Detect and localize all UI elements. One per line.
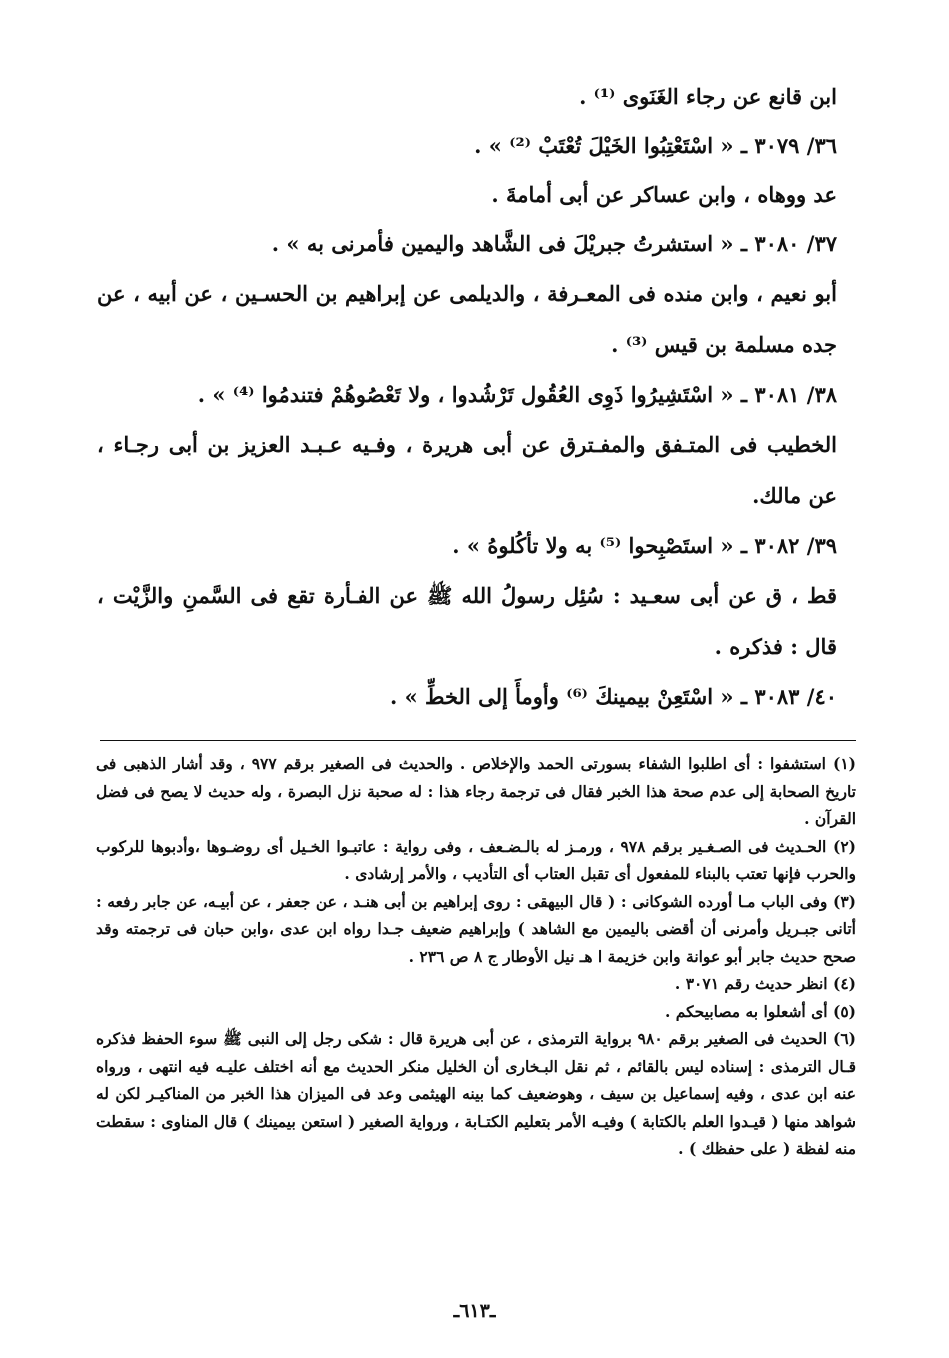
hadith-entry-3081: ٣٨/ ٣٠٨١ ـ « اسْتَشِيرُوا ذَوِى العُقُول تَرْشُدوا ، ولا تَعْصُوهُمْ فتندمُوا ⁽⁴⁾ » . (197, 382, 837, 407)
page-number: ـ٦١٣ـ (453, 1300, 496, 1322)
text-line: قط ، ق عن أبى سعـيد : سُئِل رسولُ الله ﷺ عن الفـأرة تقع فى السَّمنِ والزَّيْت ، قال : فذكره . (97, 583, 837, 659)
footnote-number: (٥) (832, 1001, 856, 1021)
hadith-entry-3079: ٣٦/ ٣٠٧٩ ـ « اسْتَعْتِبُوا الخَيْلَ تُعْتَبْ ⁽²⁾ » . (474, 133, 837, 158)
footnote-divider (100, 740, 856, 741)
footnote-text: وفى الباب مـا أورده الشوكانى : ( قال البيهقى : روى إبراهيم بن أبى هنـد ، عن جعفر ، عن أبيـه، عن جابر رفعه : أتانى جبـريل وأمرنى أن أقضى باليمين مع الشاهد ) وإبراهيم ضعيف جـدا رواه ابن عدى ،وابن حبان فى ترجمته وقد صحح حديث جابر أبو عوانة وابن خزيمة ا هـ نيل الأوطار ج ٨ ص ٢٣٦ . (96, 891, 856, 966)
footnotes (96, 750, 856, 1163)
footnote (96, 970, 856, 998)
footnote-text: الحديث فى الصغير برقم ٩٨٠ برواية الترمذى ، عن أبى هريرة قال : شكى رجل إلى النبى ﷺ سوء الحفظ فذكره قـال الترمذى : إسناده ليس بالقائم ، ثم نقل البـخارى أن الخليل منكر الحديث مع أنه اختلف عليـه فيه انتهى ، ورواه عنه ابن عدى ، وفيه إسماعيل بن سيف ، وهوضعيف كما بينه الهيثمى وعد فى الميزان هذا الخبر من المناكيـر لكن له شواهد منها ( قيـدوا العلم بالكتابة ) وفيـه الأمر بتعليم الكتـابة ، ورواية الصغير ( استعن بيمينك ) قال المناوى : سقطت منه لفظة ( على حفظك ) . (96, 1029, 856, 1158)
hadith-entry-3082: ٣٩/ ٣٠٨٢ ـ « استَصْبِحوا ⁽⁵⁾ به ولا تأكُلوهُ » . (452, 533, 837, 558)
footnote-number: (٤) (832, 974, 856, 993)
hadith-entry-3080: ٣٧/ ٣٠٨٠ ـ « استشرتُ جبريْلَ فى الشَّاهد واليمين فأمرنى به » . (271, 231, 837, 256)
footnote-text: انظر حديث رقم ٣٠٧١ . (674, 974, 828, 993)
text-line: أبو نعيم ، وابن منده فى المعـرفة ، والديلمى عن إبراهيم بن الحسـين ، عن أبيه ، عن جده مسلمة بن قيس ⁽³⁾ . (97, 281, 837, 357)
footnote-number: (٣) (832, 891, 856, 911)
footnote-text: أى أشعلوا به مصابيحكم . (664, 1001, 828, 1021)
hadith-entry-3083: ٤٠/ ٣٠٨٣ ـ « اسْتَعِنْ بيمينكَ ⁽⁶⁾ وأومأَ إلى الخطِّ » . (389, 684, 837, 709)
footnote (96, 833, 856, 888)
footnote (96, 998, 856, 1026)
footnote-number: (٦) (832, 1029, 856, 1048)
footnote (96, 750, 856, 833)
text-line: ابن قانع عن رجاء الغَنَوى ⁽¹⁾ . (579, 84, 837, 109)
footnote-number: (٢) (832, 836, 856, 856)
main-text (97, 72, 837, 721)
text-line: عد ووهاه ، وابن عساكر عن أبى أمامةَ . (491, 182, 837, 207)
footnote-text: الحـديث فى الصـغـير برقم ٩٧٨ ، ورمـز له بالـضـعف ، وفى رواية : عاتبـوا الخـيل أى روضـوها ،وأدبوها للركوب والحرب فإنها تعتب بالبناء للمفعول أى تقبل العتاب أى التأديب ، والأمر إرشادى . (96, 836, 856, 883)
text-line: الخطيب فى المتـفق والمفـترق عن أبى هريرة ، وفـيه عـبـد العزيز بن أبى رجـاء ، عن مالك. (97, 432, 837, 508)
footnote-number: (١) (833, 754, 857, 773)
footnote (96, 1025, 856, 1163)
footnote (96, 888, 856, 971)
footnote-text: استشفوا : أى اطلبوا الشفاء بسورتى الحمد والإخلاص . والحديث فى الصغير برقم ٩٧٧ ، وقد أشار الذهبى فى تاريخ الصحابة إلى عدم صحة هذا الخبر فقال فى ترجمة رجاء هذا : له صحبة نزل البصرة ، وله حديث لا يصح فى فضل القرآن . (96, 754, 856, 828)
